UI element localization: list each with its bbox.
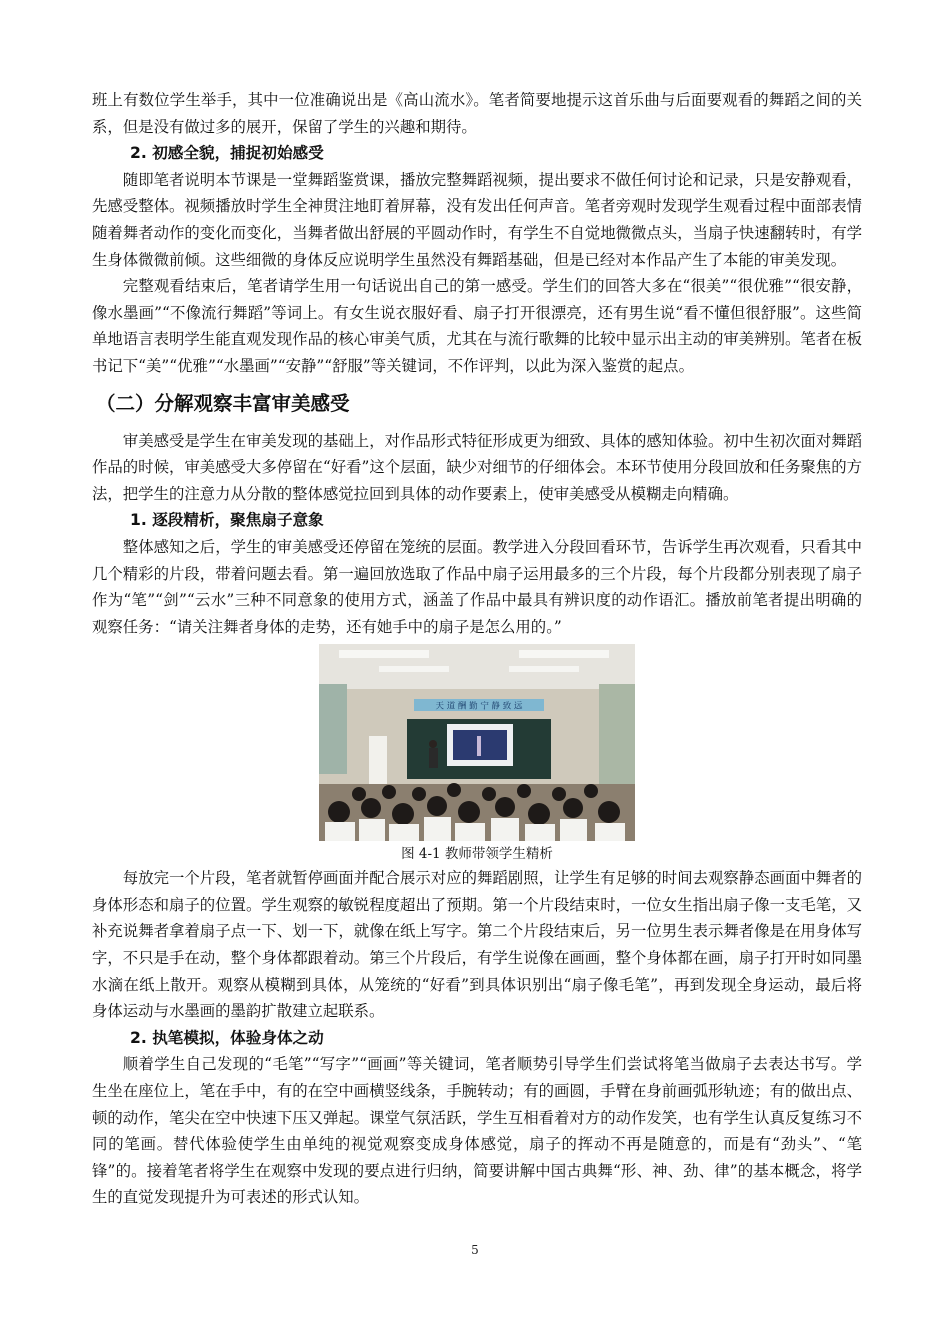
classroom-banner: 天 道 酬 勤 宁 静 致 远 (435, 701, 523, 712)
figure-caption: 图 4-1 教师带领学生精析 (401, 846, 553, 863)
page-number: 5 (471, 1243, 479, 1257)
subheading-initial-impression: 2. 初感全貌，捕捉初始感受 (130, 144, 324, 163)
paragraph: 顺着学生自己发现的“毛笔”“写字”“画画”等关键词，笔者顺势引导学生们尝试将笔当做扇子去表达书写。学生坐在座位上，笔在手中，有的在空中画横竖线条，手腕转动；有的画圆，手臂在身前画弧形轨迹；有的做出点、顿的动作，笔尖在空中快速下压又弹起。课堂气氛活跃，学生互相看着对方的动作发笑，也有学生认真反复练习不同的笔画。替代体验使学生由单纯的视觉观察变成身体感觉，扇子的挥动不再是随意的，而是有“劲头”、“笔锋”的。接着笔者将学生在观察中发现的要点进行归纳，简要讲解中国古典舞“形、神、劲、律”的基本概念，将学生的直觉发现提升为可表述的形式认知。 (92, 1055, 862, 1207)
classroom-photo (319, 644, 635, 841)
figure (92, 644, 862, 865)
paragraph: 随即笔者说明本节课是一堂舞蹈鉴赏课，播放完整舞蹈视频，提出要求不做任何讨论和记录，只是安静观看，先感受整体。视频播放时学生全神贯注地盯着屏幕，没有发出任何声音。笔者旁观时发现学生观看过程中面部表情随着舞者动作的变化而变化，当舞者做出舒展的平圆动作时，有学生不自觉地微微点头，当扇子快速翻转时，有学生身体微微前倾。这些细微的身体反应说明学生虽然没有舞蹈基础，但是已经对本作品产生了本能的审美发现。 (92, 170, 862, 269)
paragraph-continued: 班上有数位学生举手，其中一位准确说出是《高山流水》。笔者简要地提示这首乐曲与后面要观看的舞蹈之间的关系，但是没有做过多的展开，保留了学生的兴趣和期待。 (92, 91, 862, 136)
section-heading: （二）分解观察丰富审美感受 (96, 391, 350, 415)
paragraph: 审美感受是学生在审美发现的基础上，对作品形式特征形成更为细致、具体的感知体验。初中生初次面对舞蹈作品的时候，审美感受大多停留在“好看”这个层面，缺少对细节的仔细体会。本环节使用分段回放和任务聚焦的方法，把学生的注意力从分散的整体感觉拉回到具体的动作要素上，使审美感受从模糊走向精确。 (92, 431, 862, 503)
paragraph: 每放完一个片段，笔者就暂停画面并配合展示对应的舞蹈剧照，让学生有足够的时间去观察静态画面中舞者的身体形态和扇子的位置。学生观察的敏锐程度超出了预期。第一个片段结束时，一位女生指出扇子像一支毛笔，又补充说舞者拿着扇子点一下、划一下，就像在纸上写字。第二个片段结束后，另一位男生表示舞者像是在用身体写字，不只是手在动，整个身体都跟着动。第三个片段后，有学生说像在画画，整个身体都在画，扇子打开时如同墨水滴在纸上散开。观察从模糊到具体，从笼统的“好看”到具体识别出“扇子像毛笔”，再到发现全身运动，最后将身体运动与水墨画的墨韵扩散建立起联系。 (92, 869, 862, 1021)
page-content (92, 87, 862, 1211)
paragraph: 完整观看结束后，笔者请学生用一句话说出自己的第一感受。学生们的回答大多在“很美”“很优雅”“很安静，像水墨画”“不像流行舞蹈”等词上。有女生说衣服好看、扇子打开很漂亮，还有男生说“看不懂但很舒服”。这些简单地语言表明学生能直观发现作品的核心审美气质，尤其在与流行歌舞的比较中显示出主动的审美辨别。笔者在板书记下“美”“优雅”“水墨画”“安静”“舒服”等关键词，不作评判，以此为深入鉴赏的起点。 (92, 277, 862, 375)
subheading-fan-imagery: 1. 逐段精析，聚焦扇子意象 (130, 511, 324, 530)
subheading-brush-simulation: 2. 执笔模拟，体验身体之动 (130, 1028, 324, 1047)
paragraph: 整体感知之后，学生的审美感受还停留在笼统的层面。教学进入分段回看环节，告诉学生再次观看，只看其中几个精彩的片段，带着问题去看。第一遍回放选取了作品中扇子运用最多的三个片段，每个片段都分别表现了扇子作为“笔”“剑”“云水”三种不同意象的使用方式，涵盖了作品中最具有辨识度的动作语汇。播放前笔者提出明确的观察任务：“请关注舞者身体的走势，还有她手中的扇子是怎么用的。” (92, 537, 862, 636)
